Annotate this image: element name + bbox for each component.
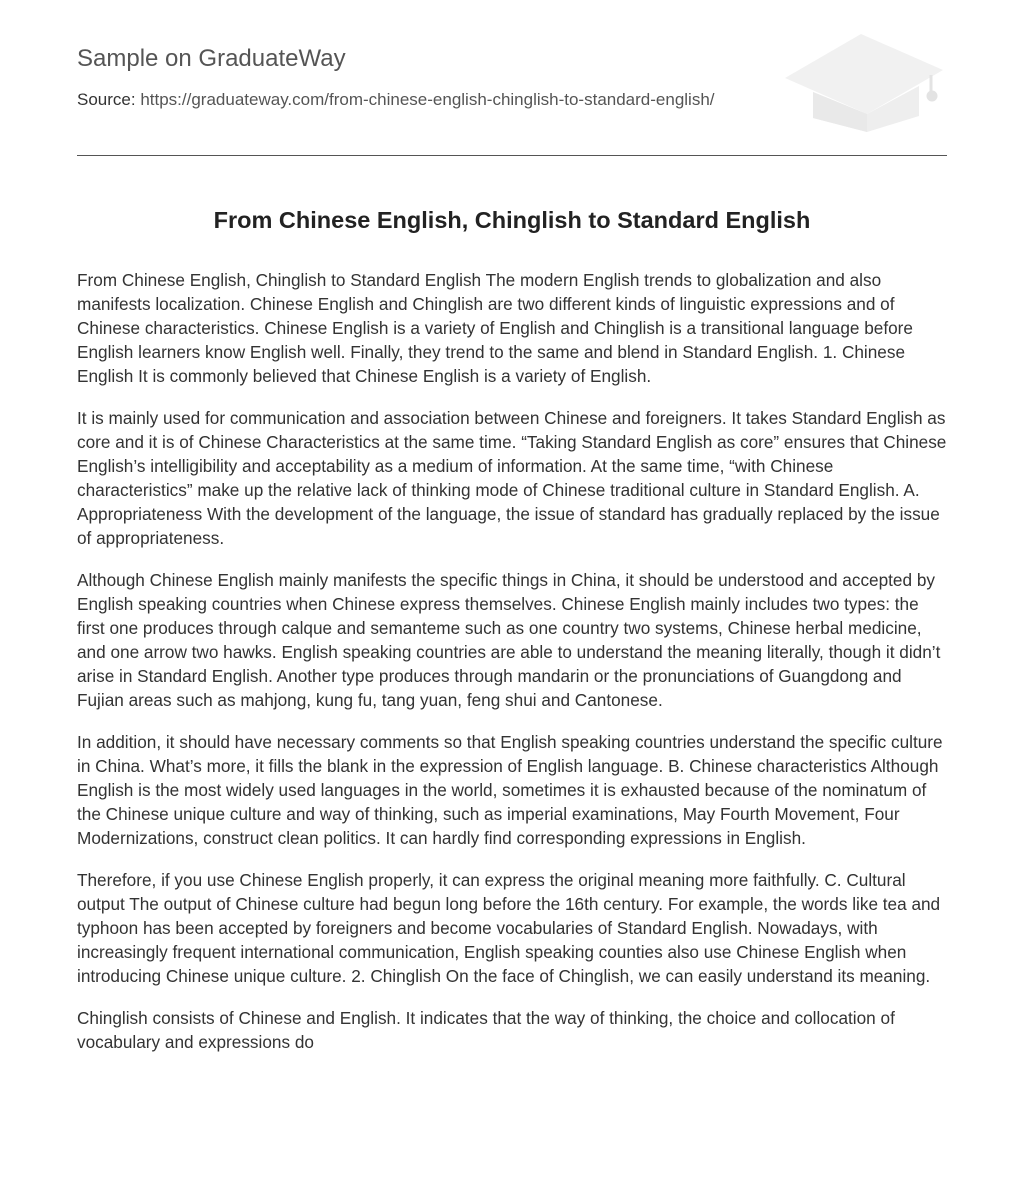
site-name: Sample on GraduateWay [77,45,346,72]
source-line [77,90,715,110]
paragraph-5: Therefore, if you use Chinese English properly, it can express the original meaning more faithfully. C. Cultural output The output of Chinese culture had begun long before the 16th century. For example, the words like tea and typhoon has been accepted by foreigners and become vocabularies of Standard English. Nowadays, with increasingly frequent international communication, English speaking counties also use Chinese English when introducing Chinese unique culture. 2. Chinglish On the face of Chinglish, we can easily understand its meaning. [77,870,941,986]
paragraph-6: Chinglish consists of Chinese and English. It indicates that the way of thinking, the choice and collocation of vocabulary and expressions do [77,1008,895,1052]
source-link[interactable]: https://graduateway.com/from-chinese-english-chinglish-to-standard-english/ [140,90,715,109]
paragraph-3: Although Chinese English mainly manifests the specific things in China, it should be understood and accepted by English speaking countries when Chinese express themselves. Chinese English mainly includes two types: the first one produces through calque and semanteme such as one country two systems, Chinese herbal medicine, and one arrow two hawks. English speaking countries are able to understand the meaning literally, though it didn’t arise in Standard English. Another type produces through mandarin or the pronunciations of Guangdong and Fujian areas such as mahjong, kung fu, tang yuan, feng shui and Cantonese. [77,570,941,710]
document-title: From Chinese English, Chinglish to Standard English [213,207,811,233]
paragraph-4: In addition, it should have necessary comments so that English speaking countries understand the specific culture in China. What’s more, it fills the blank in the expression of English language. B. Chinese characteristics Although English is the most widely used languages in the world, sometimes it is exhausted because of the nominatum of the Chinese unique culture and way of thinking, such as imperial examinations, May Fourth Movement, Four Modernizations, construct clean politics. It can hardly find corresponding expressions in English. [77,732,943,848]
source-label: Source: [77,90,136,109]
paragraph-2: It is mainly used for communication and association between Chinese and foreigners. It takes Standard English as core and it is of Chinese Characteristics at the same time. “Taking Standard English as core” ensures that Chinese English’s intelligibility and acceptability as a medium of information. At the same time, “with Chinese characteristics” make up the relative lack of thinking mode of Chinese traditional culture in Standard English. A. Appropriateness With the development of the language, the issue of standard has gradually replaced by the issue of appropriateness. [77,408,947,548]
article-body [77,268,951,1072]
graduation-cap-icon [781,30,947,134]
header-divider [77,155,947,156]
paragraph-1: From Chinese English, Chinglish to Standard English The modern English trends to globalization and also manifests localization. Chinese English and Chinglish are two different kinds of linguistic expressions and of Chinese characteristics. Chinese English is a variety of English and Chinglish is a transitional language before English learners know English well. Finally, they trend to the same and blend in Standard English. 1. Chinese English It is commonly believed that Chinese English is a variety of English. [77,270,913,386]
page-header [77,0,947,156]
